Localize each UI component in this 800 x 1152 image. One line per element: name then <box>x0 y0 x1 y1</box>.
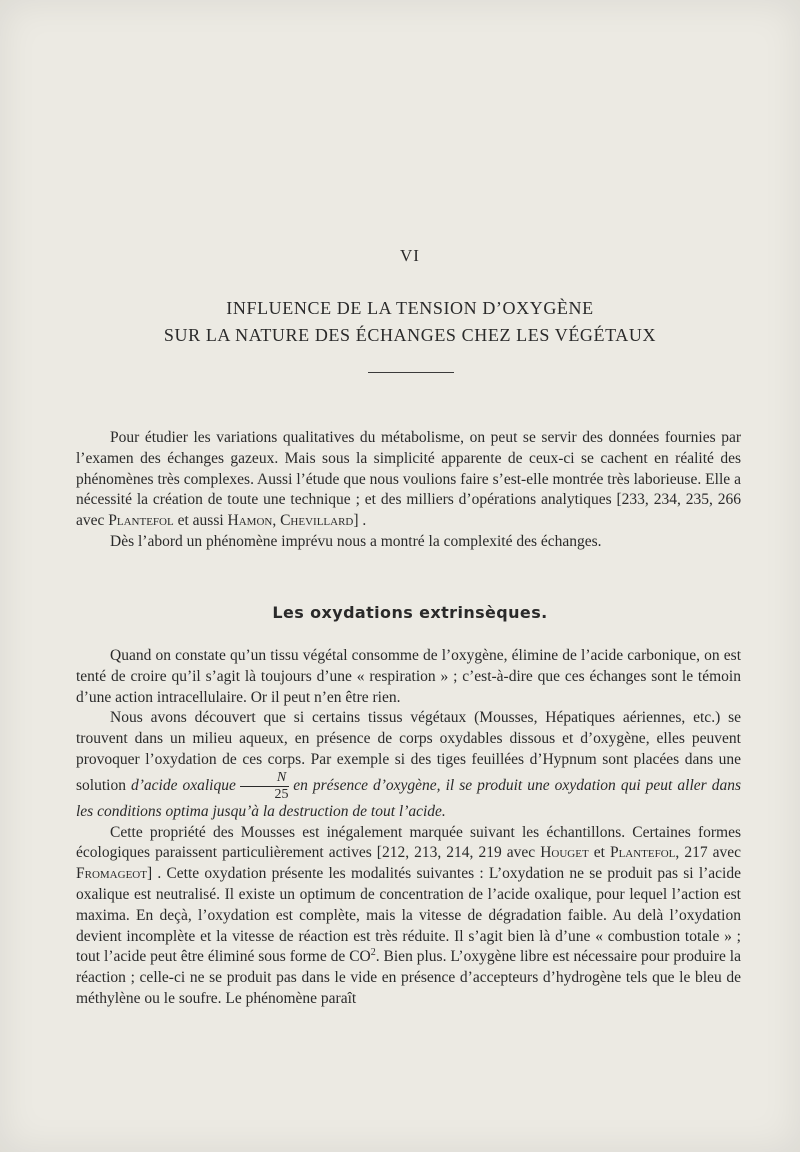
body-p2-text-a: Nous avons découvert que si certains tissus végétaux (Mousses, Hépatiques aériennes, etc.) se trouvent dans un milieu aqueux, en présence de corps oxydables dissous et d’oxygène, elles peuvent provoquer l’oxydation de ces corps. Par exemple si des tiges feuillées d’Hypnum sont placées dans une solution <box>76 709 741 794</box>
body-p3-text-e: . Bien plus. L’oxygène libre est nécessaire pour produire la réaction ; celle-ci ne se produit pas dans le vide en présence d’accepteurs d’hydrogène tels que le bleu de méthylène ou le soufre. Le phénomène paraît <box>76 948 741 1007</box>
body-p2-italic-2: en présence d’oxygène, il se produit une oxydation qui peut aller dans les conditions optima jusqu’à la destruction de tout l’acide. <box>76 776 741 820</box>
intro-paragraph-2: Dès l’abord un phénomène imprévu nous a montré la complexité des échanges. <box>110 532 602 550</box>
chapter-title-line-1: INFLUENCE DE LA TENSION D’OXYGÈNE <box>226 298 594 318</box>
intro-p1-text-a: Pour étudier les variations qualitatives du métabolisme, on peut se servir des données fournies par l’examen des échanges gazeux. Mais sous la simplicité apparente de ceux-ci se cachent en réalité des phénomènes très complexes. Aussi l’étude que nous voulions faire s’est-elle montrée très laborieuse. Elle a nécessité la création de toute une technique ; et des milliers d’opérations analytiques [233, 234, 235, 266 avec <box>76 429 741 530</box>
section-text <box>76 646 741 1010</box>
fraction-denominator: 25 <box>274 786 289 802</box>
author-name: Chevillard <box>280 512 354 530</box>
fraction-numerator: N <box>240 771 289 787</box>
author-name: Plantefol <box>609 844 676 862</box>
author-name: Plantefol <box>108 512 174 530</box>
author-name: Hamon <box>227 512 273 530</box>
intro-p1-text-d: ] . <box>353 512 367 530</box>
intro-p1-text-b: et aussi <box>173 512 228 530</box>
intro-paragraph-1 <box>76 428 741 532</box>
body-p2-italic-1: d’acide oxalique <box>130 776 236 794</box>
author-name: Fromageot <box>76 865 147 883</box>
section-heading: Les oxydations extrinsèques. <box>272 603 548 622</box>
intro-p1-text-c: , <box>272 512 281 530</box>
body-paragraph-3 <box>76 823 741 1010</box>
body-p3-text-c: , 217 avec <box>675 844 742 862</box>
fraction <box>240 771 289 802</box>
body-p3-text-b: et <box>588 844 610 862</box>
intro-text <box>76 428 741 553</box>
body-p3-text-a: Cette propriété des Mousses est inégalement marquée suivant les échantillons. Certaines formes écologiques paraissent particulièrement actives [212, 213, 214, 219 avec <box>76 823 741 862</box>
title-divider <box>368 372 454 373</box>
chapter-title-line-2: SUR LA NATURE DES ÉCHANGES CHEZ LES VÉGÉTAUX <box>163 325 657 345</box>
body-paragraph-1: Quand on constate qu’un tissu végétal consomme de l’oxygène, élimine de l’acide carbonique, on est tenté de croire qu’il s’agit là toujours d’une « respiration » ; c’est-à-dire que ces échanges sont le témoin d’une action intracellulaire. Or il peut n’en être rien. <box>76 647 741 706</box>
body-p3-text-d: ] . Cette oxydation présente les modalités suivantes : L’oxydation ne se produit pas si l’acide oxalique est neutralisé. Il existe un optimum de concentration de l’acide oxalique, pour lequel l’action est maxima. En deçà, l’oxydation est complète, mais la vitesse de dégradation faible. Au delà l’oxydation devient incomplète et la vitesse de réaction est très réduite. Il s’agit bien là d’une « combustion totale » ; tout l’acide peut être éliminé sous forme de CO <box>76 865 741 966</box>
author-name: Houget <box>540 844 589 862</box>
superscript: 2 <box>370 947 376 959</box>
chapter-number: VI <box>400 246 420 265</box>
body-paragraph-2 <box>76 708 741 822</box>
